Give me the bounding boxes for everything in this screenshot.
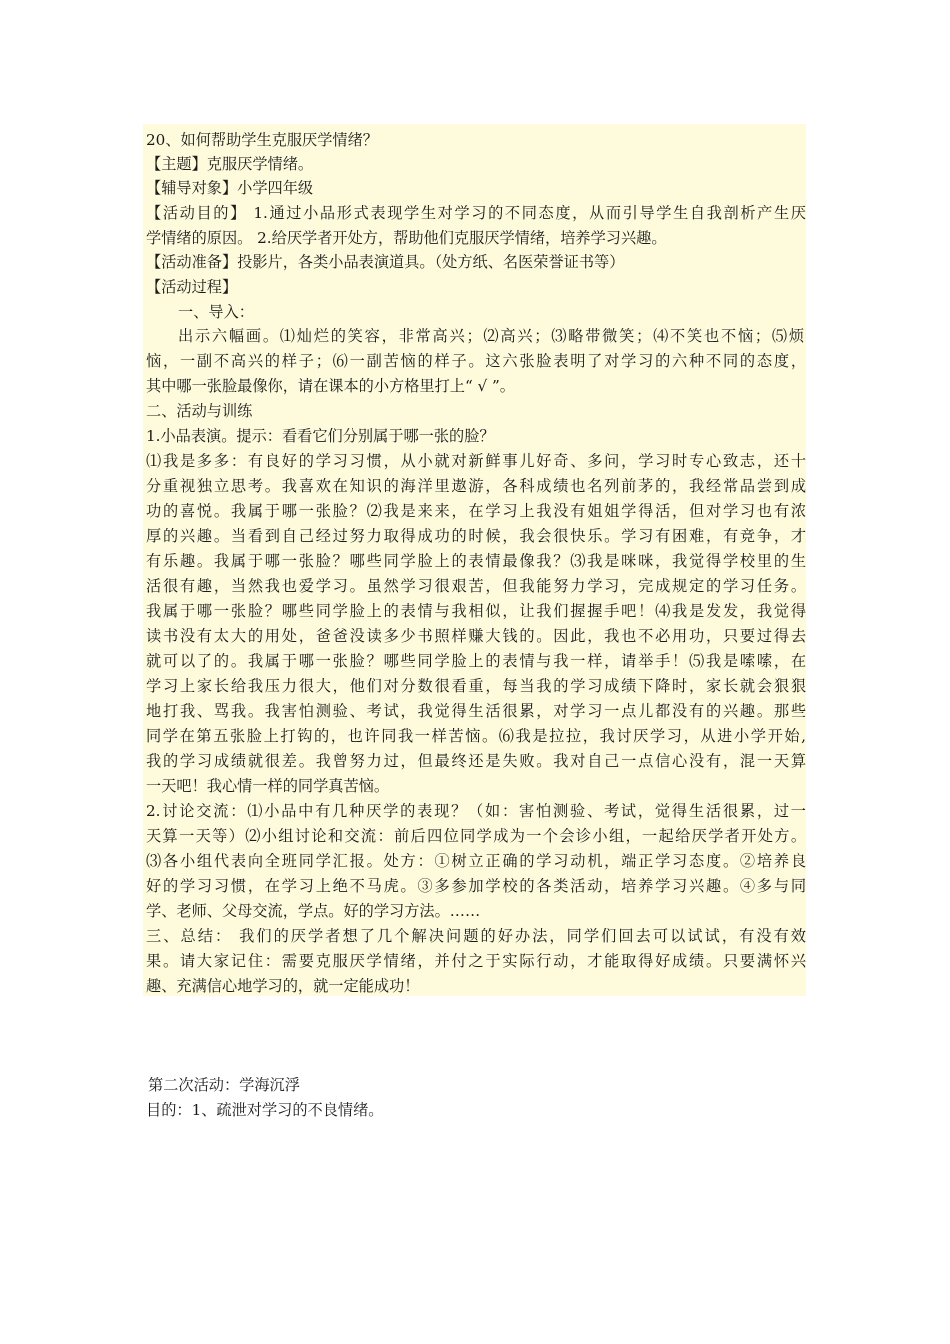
skit-text-1: ⑴我是多多：有良好的学习习惯，从小就对新鲜事儿好奇、多问，学习时专心致志，还十 [146, 452, 806, 470]
preparation-line: 【活动准备】投影片，各类小品表演道具。（处方纸、名医荣誉证书等） [146, 253, 625, 271]
second-activity-goal: 目的：1、疏泄对学习的不良情绪。 [146, 1101, 384, 1119]
intro-text-3: 其中哪一张脸最像你，请在课本的小方格里打上“ √ ”。 [146, 377, 515, 395]
skit-text-3: 功的喜悦。我属于哪一张脸？⑵我是来来，在学习上我没有姐姐学得活，但对学习也有浓 [146, 502, 806, 520]
summary-text-2: 果。请大家记住：需要克服厌学情绪，并付之于实际行动，才能取得好成绩。只要满怀兴 [146, 952, 806, 970]
skit-text-10: 学习上家长给我压力很大，他们对分数很看重，每当我的学习成绩下降时，家长就会狠狠 [146, 677, 806, 695]
discussion-text-3: ⑶各小组代表向全班同学汇报。处方：①树立正确的学习动机，端正学习态度。②培养良 [146, 852, 806, 870]
intro-heading: 一、导入： [178, 303, 254, 321]
discussion-text-2: 天算一天等）⑵小组讨论和交流：前后四位同学成为一个会诊小组，一起给厌学者开处方。 [146, 827, 806, 845]
skit-text-14: 一天吧！我心情一样的同学真苦恼。 [146, 777, 389, 795]
article-title: 20、如何帮助学生克服厌学情绪？ [146, 131, 378, 149]
summary-text-1: 三、总结： 我们的厌学者想了几个解决问题的好办法，同学们回去可以试试，有没有效 [146, 927, 806, 945]
discussion-text-4: 好的学习习惯，在学习上绝不马虎。③多参加学校的各类活动，培养学习兴趣。④多与同 [146, 877, 806, 895]
discussion-text-5: 学、老师、父母交流，学点。好的学习方法。…… [146, 902, 481, 920]
summary-text-3: 趣、充满信心地学习的，就一定能成功！ [146, 977, 420, 995]
skit-text-7: 我属于哪一张脸？哪些同学脸上的表情与我相似，让我们握握手吧！⑷我是发发，我觉得 [146, 602, 806, 620]
skit-text-13: 我的学习成绩就很差。我曾努力过，但最终还是失败。我对自己一点信心没有，混一天算 [146, 752, 806, 770]
intro-text-1: 出示六幅画。⑴灿烂的笑容，非常高兴；⑵高兴；⑶略带微笑；⑷不笑也不恼；⑸烦 [178, 327, 804, 345]
skit-text-5: 有乐趣。我属于哪一张脸？哪些同学脸上的表情最像我？⑶我是咪咪，我觉得学校里的生 [146, 552, 806, 570]
intro-text-2: 恼，一副不高兴的样子；⑹一副苦恼的样子。这六张脸表明了对学习的六种不同的态度， [146, 352, 806, 370]
purpose-line-1: 【活动目的】 1.通过小品形式表现学生对学习的不同态度，从而引导学生自我剖析产生厌 [146, 204, 806, 222]
audience-line: 【辅导对象】小学四年级 [146, 179, 314, 197]
skit-text-2: 分重视独立思考。我喜欢在知识的海洋里遨游，各科成绩也名列前茅的，我经常品尝到成 [146, 477, 806, 495]
discussion-text-1: 2.讨论交流：⑴小品中有几种厌学的表现？（如：害怕测验、考试，觉得生活很累，过一 [146, 802, 806, 820]
skit-text-8: 读书没有太大的用处，爸爸没读多少书照样赚大钱的。因此，我也不必用功，只要过得去 [146, 627, 806, 645]
second-activity-title: 第二次活动：学海沉浮 [148, 1076, 300, 1094]
activity-heading: 二、活动与训练 [146, 402, 253, 420]
purpose-line-2: 学情绪的原因。 2.给厌学者开处方，帮助他们克服厌学情绪，培养学习兴趣。 [146, 229, 667, 247]
skit-text-9: 就可以了的。我属于哪一张脸？哪些同学脸上的表情与我一样，请举手！⑸我是嗦嗦，在 [146, 652, 806, 670]
skit-text-12: 同学在第五张脸上打钩的，也许同我一样苦恼。⑹我是拉拉，我讨厌学习，从进小学开始, [146, 727, 806, 745]
skit-heading: 1.小品表演。提示：看看它们分别属于哪一张的脸？ [146, 427, 495, 445]
skit-text-6: 活很有趣，当然我也爱学习。虽然学习很艰苦，但我能努力学习，完成规定的学习任务。 [146, 577, 806, 595]
theme-line: 【主题】克服厌学情绪。 [146, 155, 314, 173]
process-heading: 【活动过程】 [146, 278, 238, 296]
skit-text-11: 地打我、骂我。我害怕测验、考试，我觉得生活很累，对学习一点儿都没有的兴趣。那些 [146, 702, 806, 720]
skit-text-4: 厚的兴趣。当看到自己经过努力取得成功的时候，我会很快乐。学习有困难，有竞争，才 [146, 527, 806, 545]
